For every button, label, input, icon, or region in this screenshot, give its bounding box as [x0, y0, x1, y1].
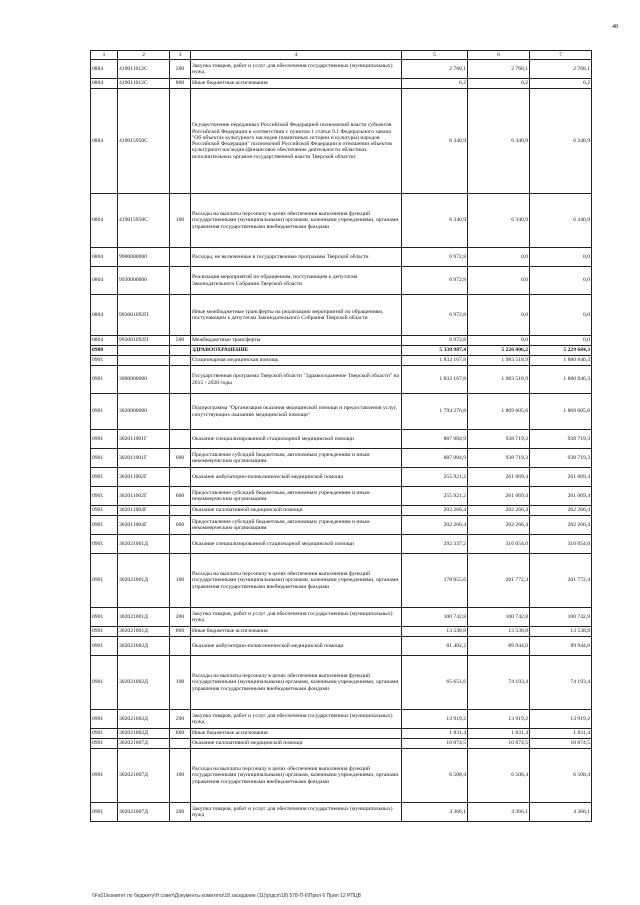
- expense-type-code-cell: [170, 267, 191, 295]
- description-cell: Предоставление субсидий бюджетным, автономным учреждениям и иным некоммерческим организациям: [191, 516, 402, 535]
- target-article-code-cell: 419015950С: [118, 89, 170, 194]
- expense-type-code-cell: [170, 366, 191, 394]
- table-row: [91, 366, 592, 394]
- amount-year-1-cell: 6 340,9: [402, 89, 468, 194]
- section-code-cell: 0901: [91, 710, 118, 729]
- section-code-cell: 0901: [91, 394, 118, 430]
- description-cell: Предоставление субсидий бюджетным, автономным учреждениям и иным некоммерческим организациям: [191, 487, 402, 506]
- target-article-code-cell: [118, 356, 170, 366]
- amount-year-2-cell: 6 340,9: [468, 89, 530, 194]
- target-article-code-cell: 9930000000: [118, 267, 170, 295]
- header-cell: 2: [118, 51, 170, 60]
- amount-year-3-cell: 202 266,4: [530, 516, 592, 535]
- description-cell: Иные бюджетные ассигнования: [191, 79, 402, 89]
- amount-year-2-cell: 13 538,8: [468, 627, 530, 637]
- amount-year-2-cell: 100 742,8: [468, 608, 530, 627]
- section-code-cell: 0900: [91, 346, 118, 356]
- expense-type-code-cell: [170, 346, 191, 356]
- amount-year-1-cell: 5 330 987,4: [402, 346, 468, 356]
- table-row: [91, 554, 592, 608]
- amount-year-1-cell: 13 538,8: [402, 627, 468, 637]
- expense-type-code-cell: [170, 394, 191, 430]
- header-cell: 1: [91, 51, 118, 60]
- amount-year-2-cell: 4 366,1: [468, 803, 530, 822]
- amount-year-3-cell: 938 719,3: [530, 449, 592, 468]
- section-code-cell: 0804: [91, 89, 118, 194]
- table-row: [91, 627, 592, 637]
- target-article-code-cell: 302021001Д: [118, 554, 170, 608]
- amount-year-2-cell: 261 069,4: [468, 487, 530, 506]
- table-row: [91, 468, 592, 487]
- description-cell: Закупка товаров, работ и услуг для обеспечения государственных (муниципальных) нужд: [191, 710, 402, 729]
- amount-year-1-cell: 1 794 276,8: [402, 394, 468, 430]
- description-cell: ЗДРАВООХРАНЕНИЕ: [191, 346, 402, 356]
- table-row: [91, 710, 592, 729]
- section-code-cell: 0901: [91, 627, 118, 637]
- expense-type-code-cell: 600: [170, 487, 191, 506]
- header-cell: 3: [170, 51, 191, 60]
- amount-year-1-cell: 81 402,2: [402, 637, 468, 656]
- section-code-cell: 0901: [91, 637, 118, 656]
- amount-year-3-cell: 6,2: [530, 79, 592, 89]
- section-code-cell: 0901: [91, 506, 118, 516]
- amount-year-3-cell: 0,0: [530, 267, 592, 295]
- amount-year-3-cell: 10 874,5: [530, 739, 592, 749]
- amount-year-3-cell: 13 538,8: [530, 627, 592, 637]
- expense-type-code-cell: [170, 637, 191, 656]
- section-code-cell: 0804: [91, 194, 118, 248]
- expense-type-code-cell: 600: [170, 449, 191, 468]
- section-code-cell: 0901: [91, 449, 118, 468]
- description-cell: Подпрограмма "Организация оказания медицинской помощи и предоставления услуг, сопутствующих оказанию медицинской помощи": [191, 394, 402, 430]
- amount-year-3-cell: 2 768,1: [530, 60, 592, 79]
- amount-year-3-cell: 202 266,4: [530, 506, 592, 516]
- amount-year-3-cell: 74 193,4: [530, 656, 592, 710]
- description-cell: Закупка товаров, работ и услуг для обеспечения государственных (муниципальных) нужд: [191, 608, 402, 627]
- amount-year-2-cell: 2 768,1: [468, 60, 530, 79]
- expense-type-code-cell: 200: [170, 608, 191, 627]
- amount-year-2-cell: 938 719,3: [468, 449, 530, 468]
- amount-year-1-cell: 6,2: [402, 79, 468, 89]
- section-code-cell: 0901: [91, 487, 118, 506]
- amount-year-3-cell: 13 919,2: [530, 710, 592, 729]
- description-cell: Расходы на выплаты персоналу в целях обеспечения выполнения функций государственными (муниципальными) органами, казенными учреждениями, органами управления государственными внебюджетными фондами: [191, 554, 402, 608]
- expense-type-code-cell: 800: [170, 729, 191, 739]
- section-code-cell: 0901: [91, 468, 118, 487]
- amount-year-3-cell: 0,0: [530, 248, 592, 267]
- expense-type-code-cell: [170, 739, 191, 749]
- amount-year-1-cell: 255 921,2: [402, 487, 468, 506]
- amount-year-3-cell: 261 069,4: [530, 487, 592, 506]
- description-cell: Оказание амбулаторно-поликлинической медицинской помощи: [191, 637, 402, 656]
- expense-type-code-cell: 200: [170, 803, 191, 822]
- table-row: [91, 295, 592, 336]
- amount-year-2-cell: 5 226 006,2: [468, 346, 530, 356]
- amount-year-3-cell: 6 340,9: [530, 194, 592, 248]
- amount-year-2-cell: 261 069,4: [468, 468, 530, 487]
- amount-year-3-cell: 938 719,3: [530, 430, 592, 449]
- target-article-code-cell: 993001092П: [118, 336, 170, 346]
- table-row: [91, 729, 592, 739]
- target-article-code-cell: 302021001Д: [118, 608, 170, 627]
- amount-year-2-cell: 89 944,0: [468, 637, 530, 656]
- amount-year-3-cell: 89 944,0: [530, 637, 592, 656]
- section-code-cell: 0901: [91, 356, 118, 366]
- expense-type-code-cell: 100: [170, 194, 191, 248]
- amount-year-1-cell: 6 340,9: [402, 194, 468, 248]
- amount-year-2-cell: 938 719,3: [468, 430, 530, 449]
- description-cell: Оказание паллиативной медицинской помощи: [191, 739, 402, 749]
- amount-year-3-cell: 0,0: [530, 336, 592, 346]
- expense-type-code-cell: [170, 356, 191, 366]
- description-cell: Оказание специализированной стационарной медицинской помощи: [191, 430, 402, 449]
- amount-year-3-cell: 1 880 846,3: [530, 356, 592, 366]
- table-row: [91, 535, 592, 554]
- amount-year-3-cell: 6 508,4: [530, 749, 592, 803]
- section-code-cell: 0901: [91, 739, 118, 749]
- target-article-code-cell: 419015950С: [118, 194, 170, 248]
- amount-year-2-cell: 0,0: [468, 267, 530, 295]
- table-row: [91, 248, 592, 267]
- amount-year-3-cell: 0,0: [530, 295, 592, 336]
- description-cell: Осуществление переданных Российской Федерацией полномочий власти субъектов Российской Федерации в соответствии с пунктом 1 статьи 9.1 Федерального закона "Об объектах культурного наследия (памятниках истории и культуры) народов Российской Федерации" полномочий Российской Федерации в отношении объектов культурного наследия (финансовое обеспечение деятельности областных исполнительных органов государственной власти Тверской области): [191, 89, 402, 194]
- table-row: [91, 516, 592, 535]
- amount-year-1-cell: 6 972,8: [402, 295, 468, 336]
- table-row: [91, 739, 592, 749]
- amount-year-2-cell: 202 266,4: [468, 506, 530, 516]
- amount-year-1-cell: 100 742,8: [402, 608, 468, 627]
- table-row: [91, 194, 592, 248]
- target-article-code-cell: 302021002Д: [118, 710, 170, 729]
- expense-type-code-cell: [170, 506, 191, 516]
- table-row: [91, 506, 592, 516]
- target-article-code-cell: 302021001Д: [118, 535, 170, 554]
- description-cell: Стационарная медицинская помощь: [191, 356, 402, 366]
- description-cell: Расходы на выплаты персоналу в целях обеспечения выполнения функций государственными (муниципальными) органами, казенными учреждениями, органами управления государственными внебюджетными фондами: [191, 656, 402, 710]
- amount-year-1-cell: 6 972,8: [402, 267, 468, 295]
- header-cell: 7: [530, 51, 592, 60]
- description-cell: Реализация мероприятий по обращениям, поступающим к депутатам Законодательного Собрания Тверской области: [191, 267, 402, 295]
- amount-year-2-cell: 10 874,5: [468, 739, 530, 749]
- amount-year-2-cell: 6 508,4: [468, 749, 530, 803]
- amount-year-1-cell: 2 768,1: [402, 60, 468, 79]
- table-row: [91, 637, 592, 656]
- table-row: [91, 89, 592, 194]
- amount-year-1-cell: 202 266,4: [402, 516, 468, 535]
- table-row: [91, 356, 592, 366]
- amount-year-1-cell: 292 337,2: [402, 535, 468, 554]
- description-cell: Иные межбюджетные трансферты на реализацию мероприятий по обращениям, поступающим к депутатам Законодательного Собрания Тверской области: [191, 295, 402, 336]
- amount-year-2-cell: 1 869 605,6: [468, 394, 530, 430]
- amount-year-2-cell: 316 054,0: [468, 535, 530, 554]
- amount-year-2-cell: 13 919,2: [468, 710, 530, 729]
- description-cell: Оказание паллиативной медицинской помощи: [191, 506, 402, 516]
- expense-type-code-cell: 500: [170, 336, 191, 346]
- budget-table-body: [91, 51, 592, 822]
- expense-type-code-cell: 200: [170, 60, 191, 79]
- amount-year-2-cell: 1 983 518,9: [468, 356, 530, 366]
- amount-year-1-cell: 13 919,2: [402, 710, 468, 729]
- section-code-cell: 0804: [91, 60, 118, 79]
- section-code-cell: 0901: [91, 656, 118, 710]
- amount-year-1-cell: 4 366,1: [402, 803, 468, 822]
- description-cell: Расходы, не включенные в государственные программы Тверской области: [191, 248, 402, 267]
- table-row: [91, 449, 592, 468]
- amount-year-3-cell: 5 229 684,3: [530, 346, 592, 356]
- amount-year-1-cell: 887 084,9: [402, 449, 468, 468]
- expense-type-code-cell: [170, 430, 191, 449]
- section-code-cell: 0804: [91, 295, 118, 336]
- amount-year-2-cell: 6,2: [468, 79, 530, 89]
- amount-year-1-cell: 10 874,5: [402, 739, 468, 749]
- target-article-code-cell: 302011001Г: [118, 449, 170, 468]
- amount-year-3-cell: 100 742,8: [530, 608, 592, 627]
- description-cell: Расходы на выплаты персоналу в целях обеспечения выполнения функций государственными (муниципальными) органами, казенными учреждениями, органами управления государственными внебюджетными фондами: [191, 194, 402, 248]
- amount-year-2-cell: 0,0: [468, 295, 530, 336]
- amount-year-3-cell: 201 772,4: [530, 554, 592, 608]
- description-cell: Расходы на выплаты персоналу в целях обеспечения выполнения функций государственными (муниципальными) органами, казенными учреждениями, органами управления государственными внебюджетными фондами: [191, 749, 402, 803]
- table-row: [91, 608, 592, 627]
- amount-year-2-cell: 1 831,4: [468, 729, 530, 739]
- expense-type-code-cell: [170, 295, 191, 336]
- column-number-header: [91, 51, 592, 60]
- target-article-code-cell: 302021007Д: [118, 803, 170, 822]
- amount-year-1-cell: 6 972,8: [402, 248, 468, 267]
- expense-type-code-cell: 100: [170, 656, 191, 710]
- description-cell: Оказание специализированной стационарной медицинской помощи: [191, 535, 402, 554]
- description-cell: Государственная программа Тверской области "Здравоохранение Тверской области" на 2015 - 2020 годы: [191, 366, 402, 394]
- amount-year-3-cell: 4 366,1: [530, 803, 592, 822]
- expense-type-code-cell: 600: [170, 516, 191, 535]
- expense-type-code-cell: [170, 248, 191, 267]
- file-path-footer: \\Fs01\комитет по бюджету\Н совет\Документы комитета\18 заседание (11)\ргдсп\18) 578-П-6\Прил 6 Прил 12 РПЦВ: [92, 893, 361, 899]
- section-code-cell: 0901: [91, 535, 118, 554]
- target-article-code-cell: 3000000000: [118, 366, 170, 394]
- section-code-cell: 0901: [91, 554, 118, 608]
- expense-type-code-cell: [170, 468, 191, 487]
- amount-year-2-cell: 74 193,4: [468, 656, 530, 710]
- target-article-code-cell: 9900000000: [118, 248, 170, 267]
- amount-year-2-cell: 6 340,9: [468, 194, 530, 248]
- amount-year-2-cell: 0,0: [468, 336, 530, 346]
- target-article-code-cell: 302021002Д: [118, 656, 170, 710]
- description-cell: Предоставление субсидий бюджетным, автономным учреждениям и иным некоммерческим организациям: [191, 449, 402, 468]
- description-cell: Иные бюджетные ассигнования: [191, 729, 402, 739]
- amount-year-1-cell: 178 055,6: [402, 554, 468, 608]
- expense-type-code-cell: 100: [170, 554, 191, 608]
- target-article-code-cell: 302011002Г: [118, 487, 170, 506]
- amount-year-1-cell: 6 972,8: [402, 336, 468, 346]
- amount-year-1-cell: 887 084,9: [402, 430, 468, 449]
- section-code-cell: 0901: [91, 430, 118, 449]
- section-code-cell: 0901: [91, 516, 118, 535]
- header-cell: 6: [468, 51, 530, 60]
- section-code-cell: 0804: [91, 336, 118, 346]
- target-article-code-cell: 302021001Д: [118, 627, 170, 637]
- amount-year-3-cell: 1 880 846,3: [530, 366, 592, 394]
- header-cell: 4: [191, 51, 402, 60]
- amount-year-3-cell: 316 054,0: [530, 535, 592, 554]
- target-article-code-cell: 302021007Д: [118, 749, 170, 803]
- amount-year-1-cell: 65 651,6: [402, 656, 468, 710]
- page-number: 48: [612, 24, 618, 30]
- description-cell: Иные бюджетные ассигнования: [191, 627, 402, 637]
- table-row: [91, 267, 592, 295]
- section-code-cell: 0804: [91, 248, 118, 267]
- table-row: [91, 656, 592, 710]
- target-article-code-cell: 419011012С: [118, 79, 170, 89]
- expense-type-code-cell: 800: [170, 627, 191, 637]
- target-article-code-cell: [118, 346, 170, 356]
- amount-year-1-cell: 1 832 167,8: [402, 366, 468, 394]
- header-cell: 5: [402, 51, 468, 60]
- target-article-code-cell: 993001092П: [118, 295, 170, 336]
- table-row: [91, 79, 592, 89]
- table-row: [91, 394, 592, 430]
- description-cell: Межбюджетные трансферты: [191, 336, 402, 346]
- expense-type-code-cell: 200: [170, 710, 191, 729]
- section-code-cell: 0901: [91, 803, 118, 822]
- table-row: [91, 336, 592, 346]
- expense-type-code-cell: [170, 535, 191, 554]
- amount-year-2-cell: 201 772,4: [468, 554, 530, 608]
- amount-year-3-cell: 261 069,4: [530, 468, 592, 487]
- section-code-cell: 0901: [91, 749, 118, 803]
- table-row: [91, 346, 592, 356]
- target-article-code-cell: 302011001Г: [118, 430, 170, 449]
- table-row: [91, 487, 592, 506]
- target-article-code-cell: 302021002Д: [118, 729, 170, 739]
- amount-year-3-cell: 6 340,9: [530, 89, 592, 194]
- target-article-code-cell: 302021007Д: [118, 739, 170, 749]
- amount-year-1-cell: 255 921,2: [402, 468, 468, 487]
- amount-year-2-cell: 202 266,4: [468, 516, 530, 535]
- section-code-cell: 0901: [91, 608, 118, 627]
- budget-table: [90, 50, 592, 822]
- amount-year-1-cell: 1 831,4: [402, 729, 468, 739]
- target-article-code-cell: 302011002Г: [118, 468, 170, 487]
- amount-year-1-cell: 1 832 167,8: [402, 356, 468, 366]
- description-cell: Оказание амбулаторно-поликлинической медицинской помощи: [191, 468, 402, 487]
- table-row: [91, 60, 592, 79]
- amount-year-3-cell: 1 831,4: [530, 729, 592, 739]
- amount-year-2-cell: 0,0: [468, 248, 530, 267]
- amount-year-2-cell: 1 983 518,9: [468, 366, 530, 394]
- table-row: [91, 749, 592, 803]
- section-code-cell: 0804: [91, 79, 118, 89]
- section-code-cell: 0901: [91, 729, 118, 739]
- target-article-code-cell: 302011004Г: [118, 516, 170, 535]
- target-article-code-cell: 3020000000: [118, 394, 170, 430]
- target-article-code-cell: 302021002Д: [118, 637, 170, 656]
- expense-type-code-cell: 100: [170, 749, 191, 803]
- table-row: [91, 430, 592, 449]
- expense-type-code-cell: 800: [170, 79, 191, 89]
- description-cell: Закупка товаров, работ и услуг для обеспечения государственных (муниципальных) нужд: [191, 803, 402, 822]
- expense-type-code-cell: [170, 89, 191, 194]
- amount-year-1-cell: 6 508,4: [402, 749, 468, 803]
- description-cell: Закупка товаров, работ и услуг для обеспечения государственных (муниципальных) нужд: [191, 60, 402, 79]
- target-article-code-cell: 302011004Г: [118, 506, 170, 516]
- section-code-cell: 0804: [91, 267, 118, 295]
- amount-year-1-cell: 202 266,4: [402, 506, 468, 516]
- section-code-cell: 0901: [91, 366, 118, 394]
- amount-year-3-cell: 1 869 605,6: [530, 394, 592, 430]
- table-row: [91, 803, 592, 822]
- target-article-code-cell: 419011012С: [118, 60, 170, 79]
